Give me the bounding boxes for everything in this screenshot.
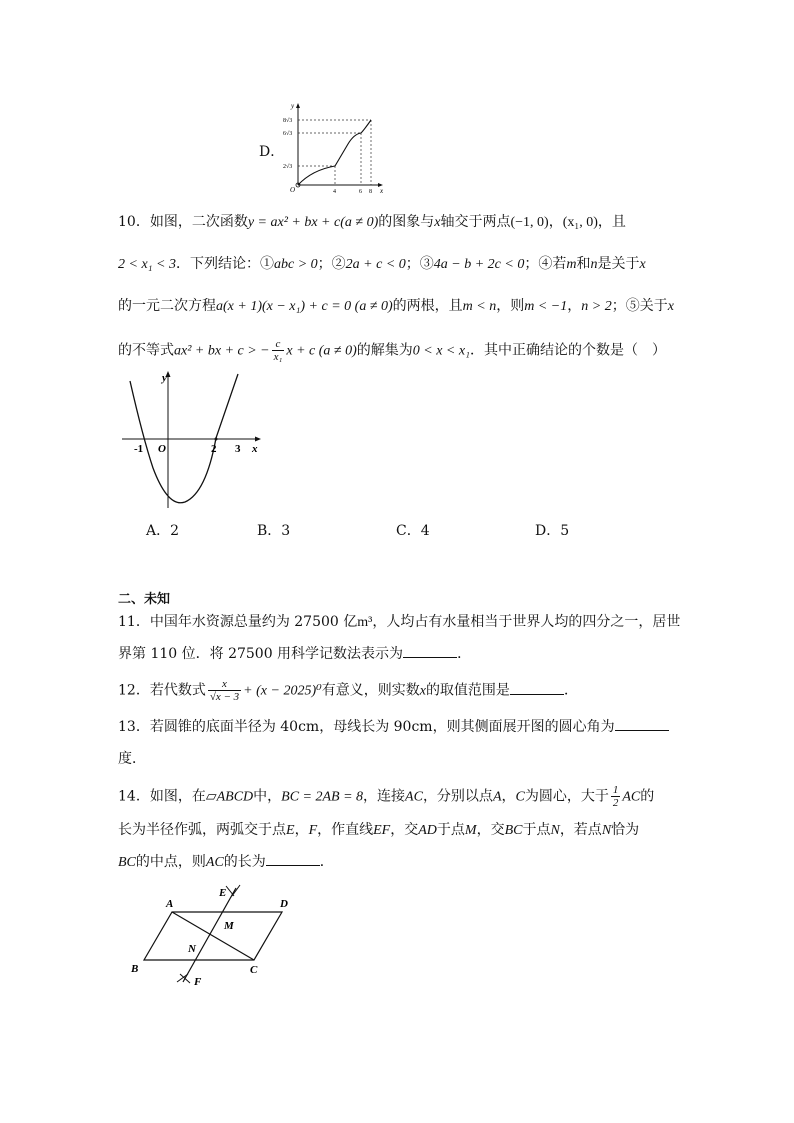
option-d[interactable]: D．5 [535, 523, 570, 539]
q13-line2: 度． [118, 751, 146, 767]
q10-line1: 10．如图，二次函数y = ax² + bx + c(a ≠ 0)的图象与x轴交于两点(−1, 0)，(x₁, 0)，且 [118, 214, 626, 230]
answer-blank[interactable] [403, 645, 457, 658]
q14-line3: BC的中点，则AC的长为 ． [118, 854, 334, 870]
q10-line3: 的一元二次方程a(x + 1)(x − x₁) + c = 0 (a ≠ 0)的两根，且m < n，则m < −1，n > 2；⑤关于x [118, 298, 674, 314]
option-c[interactable]: C．4 [396, 523, 430, 539]
q11-line1: 11．中国年水资源总量约为 27500 亿m³，人均占有水量相当于世界人均的四分之一，居世 [118, 614, 681, 630]
y-tick: 8√3 [283, 118, 293, 124]
label-m: M [224, 920, 234, 932]
x-tick: 6 [359, 189, 362, 194]
y-tick: 2√3 [283, 164, 293, 170]
answer-blank[interactable] [615, 718, 669, 731]
label-n: N [188, 943, 196, 955]
q13-line1: 13．若圆锥的底面半径为 40cm，母线长为 90cm，则其侧面展开图的圆心角为 [118, 717, 669, 737]
x-axis-label: x [380, 187, 384, 194]
y-tick: 6√3 [283, 131, 293, 137]
y-axis-arrow [296, 103, 300, 108]
y-axis-label: y [291, 102, 295, 110]
label-f: F [194, 976, 202, 988]
label-d: D [280, 898, 288, 910]
answer-blank[interactable] [510, 682, 564, 695]
q9-graph [282, 100, 392, 194]
label-c: C [250, 964, 258, 976]
q10-line4: 的不等式ax² + bx + c > − $\frac{c}{\text{x₁}}$ x + c (a ≠ 0)的解集为0 < x < x₁．其中正确结论的个数是（ ） [118, 338, 666, 363]
diagonal-ac [172, 912, 254, 960]
q11-line2: 界第 110 位．将 27500 用科学记数法表示为 ． [118, 646, 472, 662]
q14-line1: 14．如图，在▱ABCD中，BC = 2AB = 8，连接AC，分别以点A，C为圆心，大于 $\frac{1}{2}$ AC的 [118, 784, 655, 809]
answer-blank[interactable] [266, 853, 320, 866]
tick-label: -1 [134, 443, 144, 455]
x-tick: 4 [333, 189, 336, 194]
x-tick: 8 [369, 189, 372, 194]
parabola [130, 374, 238, 503]
y-axis-label: y [162, 372, 167, 384]
tick-label: 3 [235, 443, 241, 455]
function-curve [298, 120, 371, 185]
section-title: 二、未知 [118, 592, 171, 607]
origin-label: O [290, 186, 296, 194]
q14-figure [128, 882, 308, 992]
label-a: A [166, 898, 174, 910]
tick-label: 2 [211, 443, 217, 455]
q12-line: 12．若代数式 $\frac{x}{√x - 3}$ + (x − 2025)⁰有意义，则实数x的取值范围是 ． [118, 678, 578, 703]
option-b[interactable]: B．3 [257, 523, 291, 539]
label-e: E [219, 887, 227, 899]
q10-line2: 2 < x₁ < 3．下列结论：①abc > 0；②2a + c < 0；③4a − b + 2c < 0；④若m和n是关于x [118, 256, 646, 272]
origin-label: O [158, 443, 166, 455]
x-axis-label: x [252, 443, 258, 455]
option-a[interactable]: A．2 [146, 523, 180, 539]
line-ef [183, 888, 236, 982]
label-b: B [131, 963, 139, 975]
option-d-label: D． [259, 144, 285, 160]
q10-graph [118, 368, 268, 510]
q14-line2: 长为半径作弧，两弧交于点E，F，作直线EF，交AD于点M，交BC于点N，若点N恰为 [118, 822, 640, 838]
